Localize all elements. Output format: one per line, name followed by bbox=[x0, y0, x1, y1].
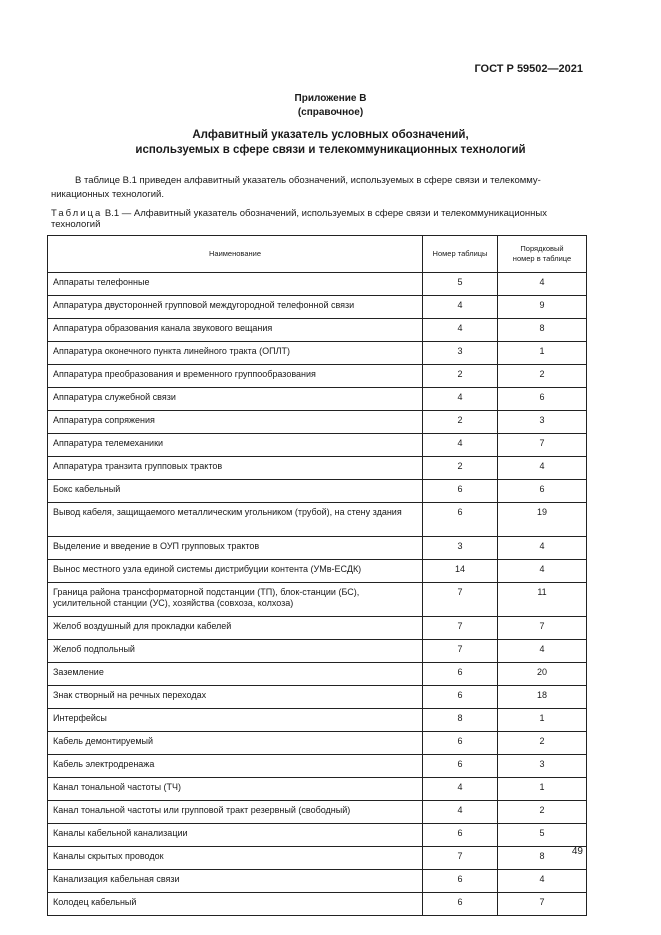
row-name-cell: Бокс кабельный bbox=[48, 480, 423, 503]
row-name-cell: Вывод кабеля, защищаемого металлическим угольником (трубой), на стену здания bbox=[48, 503, 423, 537]
row-table-number-cell: 7 bbox=[423, 583, 498, 617]
row-table-number-cell: 2 bbox=[423, 457, 498, 480]
symbols-index-table bbox=[47, 235, 587, 916]
row-order-number-cell: 4 bbox=[498, 870, 587, 893]
header-name: Наименование bbox=[48, 236, 423, 273]
row-table-number-cell: 4 bbox=[423, 296, 498, 319]
header-table-number: Номер таблицы bbox=[423, 236, 498, 273]
intro-paragraph: В таблице В.1 приведен алфавитный указатель обозначений, используемых в сфере связи и телекомму-никационных технологий. bbox=[51, 175, 541, 200]
row-table-number-cell: 14 bbox=[423, 560, 498, 583]
table-row bbox=[48, 847, 587, 870]
table-row bbox=[48, 480, 587, 503]
row-table-number-cell: 4 bbox=[423, 319, 498, 342]
row-order-number-cell: 20 bbox=[498, 663, 587, 686]
table-row bbox=[48, 686, 587, 709]
row-name-cell: Аппараты телефонные bbox=[48, 273, 423, 296]
row-table-number-cell: 2 bbox=[423, 411, 498, 434]
table-row bbox=[48, 365, 587, 388]
page-number: 49 bbox=[571, 846, 583, 857]
row-order-number-cell: 2 bbox=[498, 801, 587, 824]
row-table-number-cell: 7 bbox=[423, 617, 498, 640]
table-caption bbox=[51, 208, 586, 230]
row-name-cell: Каналы скрытых проводок bbox=[48, 847, 423, 870]
table-header-row bbox=[48, 236, 587, 273]
page-title bbox=[0, 128, 661, 158]
row-name-cell: Аппаратура телемеханики bbox=[48, 434, 423, 457]
row-table-number-cell: 7 bbox=[423, 847, 498, 870]
table-row bbox=[48, 319, 587, 342]
row-order-number-cell: 4 bbox=[498, 457, 587, 480]
row-table-number-cell: 6 bbox=[423, 663, 498, 686]
row-name-cell: Вынос местного узла единой системы дистрибуции контента (УМв-ЕСДК) bbox=[48, 560, 423, 583]
row-name-cell: Выделение и введение в ОУП групповых трактов bbox=[48, 537, 423, 560]
table-row bbox=[48, 457, 587, 480]
row-order-number-cell: 1 bbox=[498, 709, 587, 732]
row-order-number-cell: 11 bbox=[498, 583, 587, 617]
row-order-number-cell: 1 bbox=[498, 342, 587, 365]
row-name-cell: Граница района трансформаторной подстанции (ТП), блок-станции (БС), усилительной станции (УС), хозяйства (совхоза, колхоза) bbox=[48, 583, 423, 617]
row-table-number-cell: 3 bbox=[423, 537, 498, 560]
row-name-cell: Аппаратура сопряжения bbox=[48, 411, 423, 434]
table-row bbox=[48, 663, 587, 686]
row-table-number-cell: 2 bbox=[423, 365, 498, 388]
row-order-number-cell: 7 bbox=[498, 617, 587, 640]
row-table-number-cell: 5 bbox=[423, 273, 498, 296]
appendix-heading bbox=[0, 92, 661, 120]
appendix-status: (справочное) bbox=[297, 107, 364, 118]
row-table-number-cell: 4 bbox=[423, 801, 498, 824]
row-table-number-cell: 6 bbox=[423, 824, 498, 847]
table-row bbox=[48, 709, 587, 732]
row-order-number-cell: 9 bbox=[498, 296, 587, 319]
table-row bbox=[48, 732, 587, 755]
row-order-number-cell: 1 bbox=[498, 778, 587, 801]
table-row bbox=[48, 537, 587, 560]
row-name-cell: Кабель электродренажа bbox=[48, 755, 423, 778]
row-order-number-cell: 7 bbox=[498, 434, 587, 457]
row-name-cell: Аппаратура оконечного пункта линейного тракта (ОПЛТ) bbox=[48, 342, 423, 365]
row-name-cell: Канализация кабельная связи bbox=[48, 870, 423, 893]
row-order-number-cell: 2 bbox=[498, 732, 587, 755]
row-name-cell: Кабель демонтируемый bbox=[48, 732, 423, 755]
table-row bbox=[48, 824, 587, 847]
table-row bbox=[48, 778, 587, 801]
table-caption-text: В.1 — Алфавитный указатель обозначений, используемых в сфере связи и телекоммуникационных технологий bbox=[51, 208, 547, 230]
row-order-number-cell: 4 bbox=[498, 537, 587, 560]
row-table-number-cell: 6 bbox=[423, 870, 498, 893]
table-row bbox=[48, 388, 587, 411]
appendix-title: Приложение В bbox=[294, 93, 367, 104]
row-name-cell: Желоб подпольный bbox=[48, 640, 423, 663]
row-table-number-cell: 4 bbox=[423, 388, 498, 411]
row-name-cell: Канал тональной частоты или групповой тракт резервный (свободный) bbox=[48, 801, 423, 824]
row-table-number-cell: 4 bbox=[423, 778, 498, 801]
row-order-number-cell: 7 bbox=[498, 893, 587, 916]
table-row bbox=[48, 870, 587, 893]
row-order-number-cell: 3 bbox=[498, 411, 587, 434]
row-order-number-cell: 18 bbox=[498, 686, 587, 709]
row-table-number-cell: 4 bbox=[423, 434, 498, 457]
table-row bbox=[48, 273, 587, 296]
page-title-line-2: используемых в сфере связи и телекоммуникационных технологий bbox=[135, 144, 526, 156]
row-name-cell: Аппаратура преобразования и временного группообразования bbox=[48, 365, 423, 388]
table-row bbox=[48, 893, 587, 916]
row-table-number-cell: 6 bbox=[423, 480, 498, 503]
row-order-number-cell: 8 bbox=[498, 319, 587, 342]
row-name-cell: Аппаратура служебной связи bbox=[48, 388, 423, 411]
table-caption-label: Таблица bbox=[51, 208, 103, 219]
row-order-number-cell: 2 bbox=[498, 365, 587, 388]
table-row bbox=[48, 617, 587, 640]
row-order-number-cell: 4 bbox=[498, 273, 587, 296]
row-order-number-cell: 5 bbox=[498, 824, 587, 847]
header-order-number: Порядковый номер в таблице bbox=[498, 236, 587, 273]
table-row bbox=[48, 801, 587, 824]
row-table-number-cell: 6 bbox=[423, 686, 498, 709]
row-name-cell: Канал тональной частоты (ТЧ) bbox=[48, 778, 423, 801]
table-row bbox=[48, 640, 587, 663]
row-order-number-cell: 4 bbox=[498, 560, 587, 583]
row-name-cell: Заземление bbox=[48, 663, 423, 686]
row-name-cell: Аппаратура транзита групповых трактов bbox=[48, 457, 423, 480]
row-table-number-cell: 8 bbox=[423, 709, 498, 732]
table-row bbox=[48, 503, 587, 537]
table-row bbox=[48, 560, 587, 583]
table-row bbox=[48, 434, 587, 457]
row-table-number-cell: 6 bbox=[423, 755, 498, 778]
table-row bbox=[48, 411, 587, 434]
row-table-number-cell: 6 bbox=[423, 732, 498, 755]
row-table-number-cell: 6 bbox=[423, 503, 498, 537]
table-row bbox=[48, 583, 587, 617]
row-table-number-cell: 3 bbox=[423, 342, 498, 365]
standard-designation: ГОСТ Р 59502—2021 bbox=[474, 63, 583, 75]
row-table-number-cell: 7 bbox=[423, 640, 498, 663]
row-name-cell: Колодец кабельный bbox=[48, 893, 423, 916]
row-order-number-cell: 19 bbox=[498, 503, 587, 537]
row-order-number-cell: 6 bbox=[498, 388, 587, 411]
table-row bbox=[48, 755, 587, 778]
page-title-line-1: Алфавитный указатель условных обозначений, bbox=[192, 129, 469, 141]
row-order-number-cell: 8 bbox=[498, 847, 587, 870]
table-row bbox=[48, 296, 587, 319]
row-name-cell: Знак створный на речных переходах bbox=[48, 686, 423, 709]
row-name-cell: Каналы кабельной канализации bbox=[48, 824, 423, 847]
row-name-cell: Аппаратура образования канала звукового вещания bbox=[48, 319, 423, 342]
table-row bbox=[48, 342, 587, 365]
row-name-cell: Аппаратура двусторонней групповой междугородной телефонной связи bbox=[48, 296, 423, 319]
row-order-number-cell: 3 bbox=[498, 755, 587, 778]
row-name-cell: Интерфейсы bbox=[48, 709, 423, 732]
row-order-number-cell: 6 bbox=[498, 480, 587, 503]
row-name-cell: Желоб воздушный для прокладки кабелей bbox=[48, 617, 423, 640]
row-order-number-cell: 4 bbox=[498, 640, 587, 663]
row-table-number-cell: 6 bbox=[423, 893, 498, 916]
